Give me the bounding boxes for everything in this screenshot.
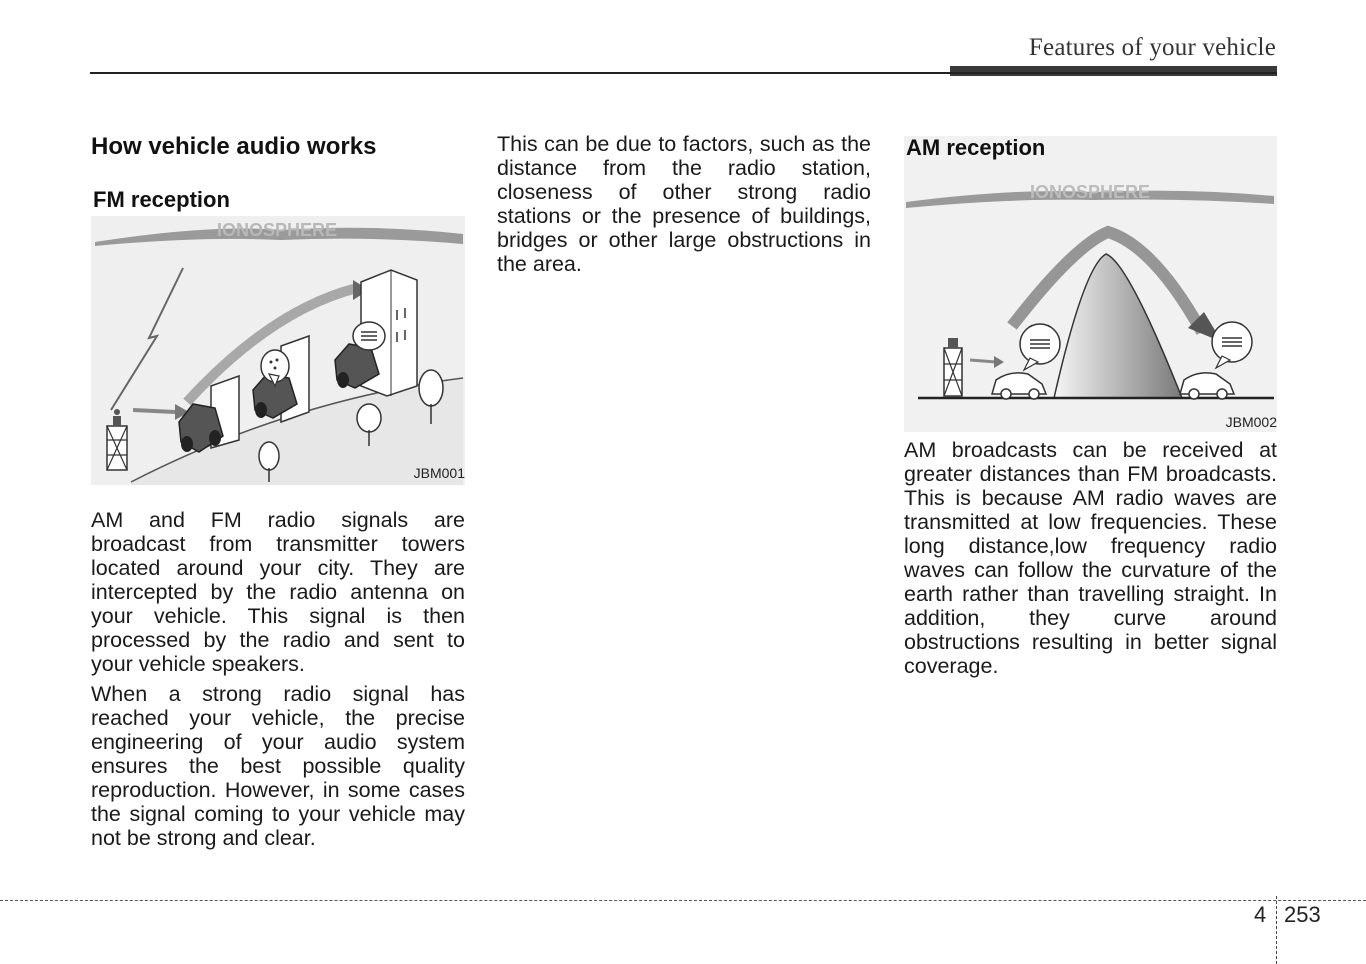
speaker-balloon-icon: [1020, 324, 1060, 370]
am-figure: [904, 136, 1277, 432]
fm-figure: [91, 190, 465, 485]
header-rule: [90, 72, 1277, 74]
am-figure-code: JBM002: [1225, 414, 1277, 430]
car-icon: [992, 373, 1046, 399]
car-icon: [1180, 373, 1234, 399]
fm-figure-code: JBM001: [413, 465, 465, 481]
fm-heading: FM reception: [93, 187, 230, 212]
page-header-title: Features of your vehicle: [1028, 34, 1276, 61]
fm-paragraph-2: When a strong radio signal has reached your vehicle, the precise engineering of your audio system ensures the best possible quality reproduction. However, in some cases the signal coming to your vehicle may not be strong and clear.: [91, 682, 465, 850]
fm-reception-illustration: [91, 190, 465, 485]
am-paragraph: AM broadcasts can be received at greater distances than FM broadcasts. This is because AM radio waves are transmitted at low frequencies. These long distance,low frequency radio waves can follow the curvature of the earth rather than travelling straight. In addition, they curve around obstructions resulting in better signal coverage.: [904, 438, 1277, 678]
fm-paragraph-1: AM and FM radio signals are broadcast from transmitter towers located around your city. They are intercepted by the radio antenna on your vehicle. This signal is then processed by the radio and sent to your vehicle speakers.: [91, 508, 465, 676]
speaker-balloon-icon: [353, 322, 385, 350]
am-body-text: [904, 438, 1277, 684]
fm-ionosphere-label: IONOSPHERE: [216, 220, 338, 240]
am-heading: AM reception: [906, 135, 1046, 160]
page-number: 253: [1284, 902, 1321, 927]
header-accent-bar: [950, 66, 1277, 76]
section-title: How vehicle audio works: [91, 133, 377, 160]
transmitter-tower-icon: [944, 338, 962, 396]
page-number-divider: [1276, 896, 1277, 964]
chapter-number: 4: [1254, 902, 1267, 927]
speaker-balloon-icon: [1212, 322, 1252, 368]
am-ionosphere-label: IONOSPHERE: [1029, 182, 1151, 202]
am-reception-illustration: [904, 136, 1277, 432]
middle-body-text: [497, 132, 871, 282]
fm-body-text: [91, 508, 465, 856]
middle-paragraph: This can be due to factors, such as the distance from the radio station, closeness of other strong radio stations or the presence of buildings, bridges or other large obstructions in the area.: [497, 132, 871, 276]
footer-rule: [0, 900, 1366, 901]
